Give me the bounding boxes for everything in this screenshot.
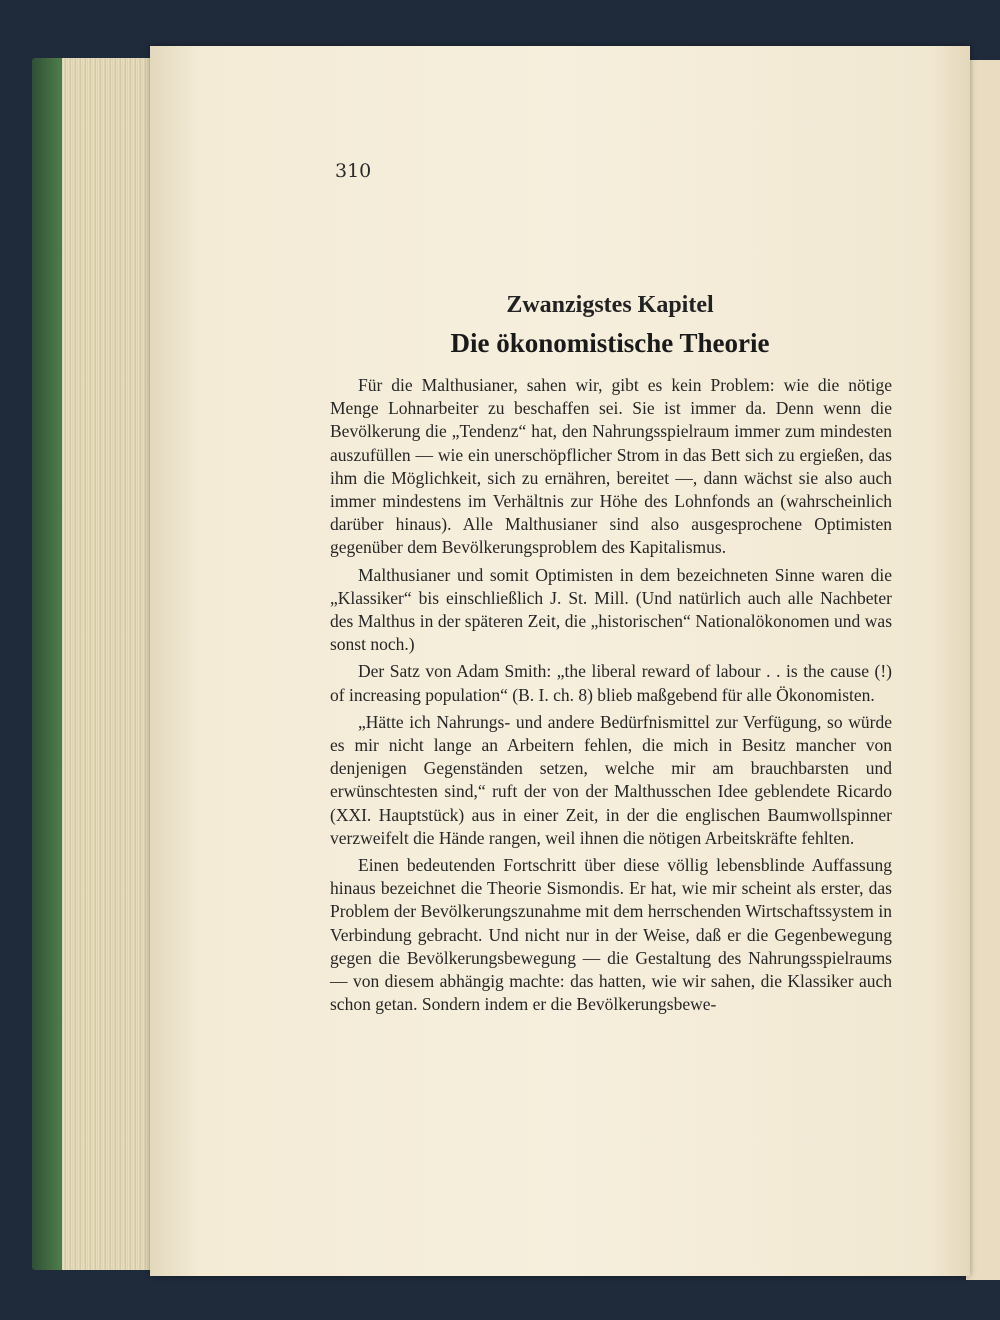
body-text [330,374,892,1020]
facing-page-edge [966,60,1000,1280]
page-edges [62,58,162,1270]
chapter-title: Die ökonomistische Theorie [450,328,770,358]
paragraph-4: „Hätte ich Nahrungs- und andere Bedürfnismittel zur Verfügung, so würde es mir nicht lange an Arbeitern fehlen, die mich in Besitz mancher von denjenigen Gegenständen setzen, welche mir am brauchbarsten und erwünschtesten sind,“ ruft der von der Malthusschen Idee geblendete Ricardo (XXI. Hauptstück) aus in einer Zeit, in der die englischen Baumwollspinner verzweifelt die Hände rangen, weil ihnen die nötigen Arbeitskräfte fehlten. [330,711,892,848]
paragraph-1: Für die Malthusianer, sahen wir, gibt es kein Problem: wie die nötige Menge Lohnarbeiter zu beschaffen sei. Sie ist immer da. Denn wenn die Bevölkerung die „Tendenz“ hat, den Nahrungsspielraum immer zum mindesten auszufüllen — wie ein unerschöpflicher Strom in das Bett sich zu ergießen, das ihm die Möglichkeit, sich zu ernähren, bereitet —, dann wächst sie also auch immer mindestens im Verhältnis zur Höhe des Lohnfonds an (wahrscheinlich darüber hinaus). Alle Malthusianer sind also ausgesprochene Optimisten gegenüber dem Bevölkerungsproblem des Kapitalismus. [330,375,892,558]
paragraph-3: Der Satz von Adam Smith: „the liberal reward of labour . . is the cause (!) of increasing population“ (B. I. ch. 8) blieb maßgebend für alle Ökonomisten. [330,661,892,705]
paragraph-5: Einen bedeutenden Fortschritt über diese völlig lebensblinde Auffassung hinaus bezeichnet die Theorie Sismondis. Er hat, wie mir scheint als erster, das Problem der Bevölkerungszunahme mit dem herrschenden Wirtschaftssystem in Verbindung gebracht. Und nicht nur in der Weise, daß er die Gegenbewegung gegen die Bevölkerungsbewegung — die Gestaltung des Nahrungsspielraums — von diesem abhängig machte: das hatten, wie wir sahen, die Klassiker auch schon getan. Sondern indem er die Bevölkerungsbewe- [330,855,892,1015]
page-number: 310 [335,160,372,182]
chapter-label: Zwanzigstes Kapitel [506,292,714,318]
paragraph-2: Malthusianer und somit Optimisten in dem bezeichneten Sinne waren die „Klassiker“ bis einschließlich J. St. Mill. (Und natürlich auch alle Nachbeter des Malthus in der späteren Zeit, die „historischen“ Nationalökonomen und was sonst noch.) [330,564,892,655]
